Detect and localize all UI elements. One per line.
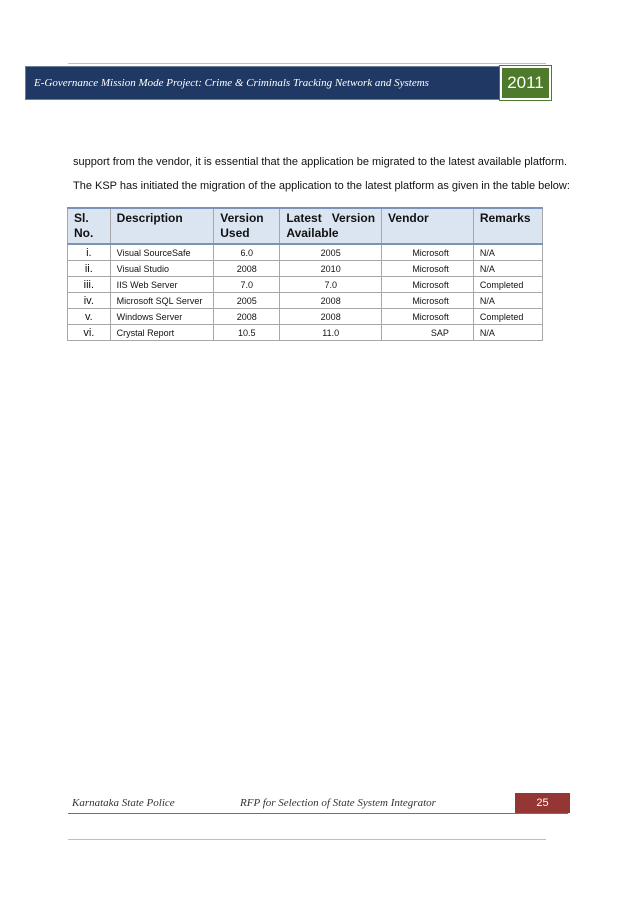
cell-latest-version: 2005 bbox=[280, 244, 382, 261]
cell-sl: iv. bbox=[68, 293, 111, 309]
header-year-badge: 2011 bbox=[500, 66, 551, 100]
body-paragraph-2: The KSP has initiated the migration of the application to the latest platform as given in the table below: bbox=[73, 180, 570, 192]
cell-latest-version: 11.0 bbox=[280, 325, 382, 341]
footer-document-title: RFP for Selection of State System Integrator bbox=[240, 797, 436, 809]
cell-sl: v. bbox=[68, 309, 111, 325]
cell-description: Visual SourceSafe bbox=[110, 244, 214, 261]
cell-latest-version: 2008 bbox=[280, 293, 382, 309]
table-row bbox=[68, 325, 543, 341]
table-header-row bbox=[68, 208, 543, 244]
header-title: E-Governance Mission Mode Project: Crime & Criminals Tracking Network and Systems bbox=[34, 77, 429, 89]
header-remarks: Remarks bbox=[473, 208, 542, 244]
cell-vendor: Microsoft bbox=[382, 261, 474, 277]
header-latest-version: Latest Version Available bbox=[280, 208, 382, 244]
body-paragraph-1: support from the vendor, it is essential that the application be migrated to the latest available platform. bbox=[73, 156, 568, 168]
cell-version-used: 7.0 bbox=[214, 277, 280, 293]
footer-rule bbox=[68, 813, 568, 814]
cell-description: Visual Studio bbox=[110, 261, 214, 277]
header-version-used: Version Used bbox=[214, 208, 280, 244]
cell-description: Crystal Report bbox=[110, 325, 214, 341]
cell-latest-version: 2008 bbox=[280, 309, 382, 325]
cell-remarks: N/A bbox=[473, 244, 542, 261]
cell-version-used: 10.5 bbox=[214, 325, 280, 341]
table-row bbox=[68, 293, 543, 309]
cell-sl: vi. bbox=[68, 325, 111, 341]
cell-remarks: Completed bbox=[473, 277, 542, 293]
header-description: Description bbox=[110, 208, 214, 244]
header-top-rule bbox=[68, 63, 546, 64]
cell-remarks: Completed bbox=[473, 309, 542, 325]
cell-vendor: SAP bbox=[382, 325, 474, 341]
cell-vendor: Microsoft bbox=[382, 277, 474, 293]
cell-remarks: N/A bbox=[473, 325, 542, 341]
cell-description: Windows Server bbox=[110, 309, 214, 325]
header-band bbox=[25, 66, 506, 100]
cell-sl: i. bbox=[68, 244, 111, 261]
footer-organization: Karnataka State Police bbox=[72, 797, 175, 809]
cell-description: IIS Web Server bbox=[110, 277, 214, 293]
header-vendor: Vendor bbox=[382, 208, 474, 244]
cell-version-used: 2005 bbox=[214, 293, 280, 309]
cell-latest-version: 2010 bbox=[280, 261, 382, 277]
cell-version-used: 2008 bbox=[214, 261, 280, 277]
footer-bottom-rule bbox=[68, 839, 546, 840]
footer-page-number: 25 bbox=[515, 793, 570, 813]
cell-remarks: N/A bbox=[473, 261, 542, 277]
cell-description: Microsoft SQL Server bbox=[110, 293, 214, 309]
cell-sl: iii. bbox=[68, 277, 111, 293]
migration-table bbox=[67, 207, 543, 341]
table-row bbox=[68, 277, 543, 293]
table-row bbox=[68, 244, 543, 261]
cell-sl: ii. bbox=[68, 261, 111, 277]
cell-vendor: Microsoft bbox=[382, 309, 474, 325]
cell-remarks: N/A bbox=[473, 293, 542, 309]
header-sl-no: Sl. No. bbox=[68, 208, 111, 244]
cell-latest-version: 7.0 bbox=[280, 277, 382, 293]
cell-vendor: Microsoft bbox=[382, 293, 474, 309]
table-row bbox=[68, 261, 543, 277]
table-row bbox=[68, 309, 543, 325]
cell-vendor: Microsoft bbox=[382, 244, 474, 261]
cell-version-used: 2008 bbox=[214, 309, 280, 325]
cell-version-used: 6.0 bbox=[214, 244, 280, 261]
